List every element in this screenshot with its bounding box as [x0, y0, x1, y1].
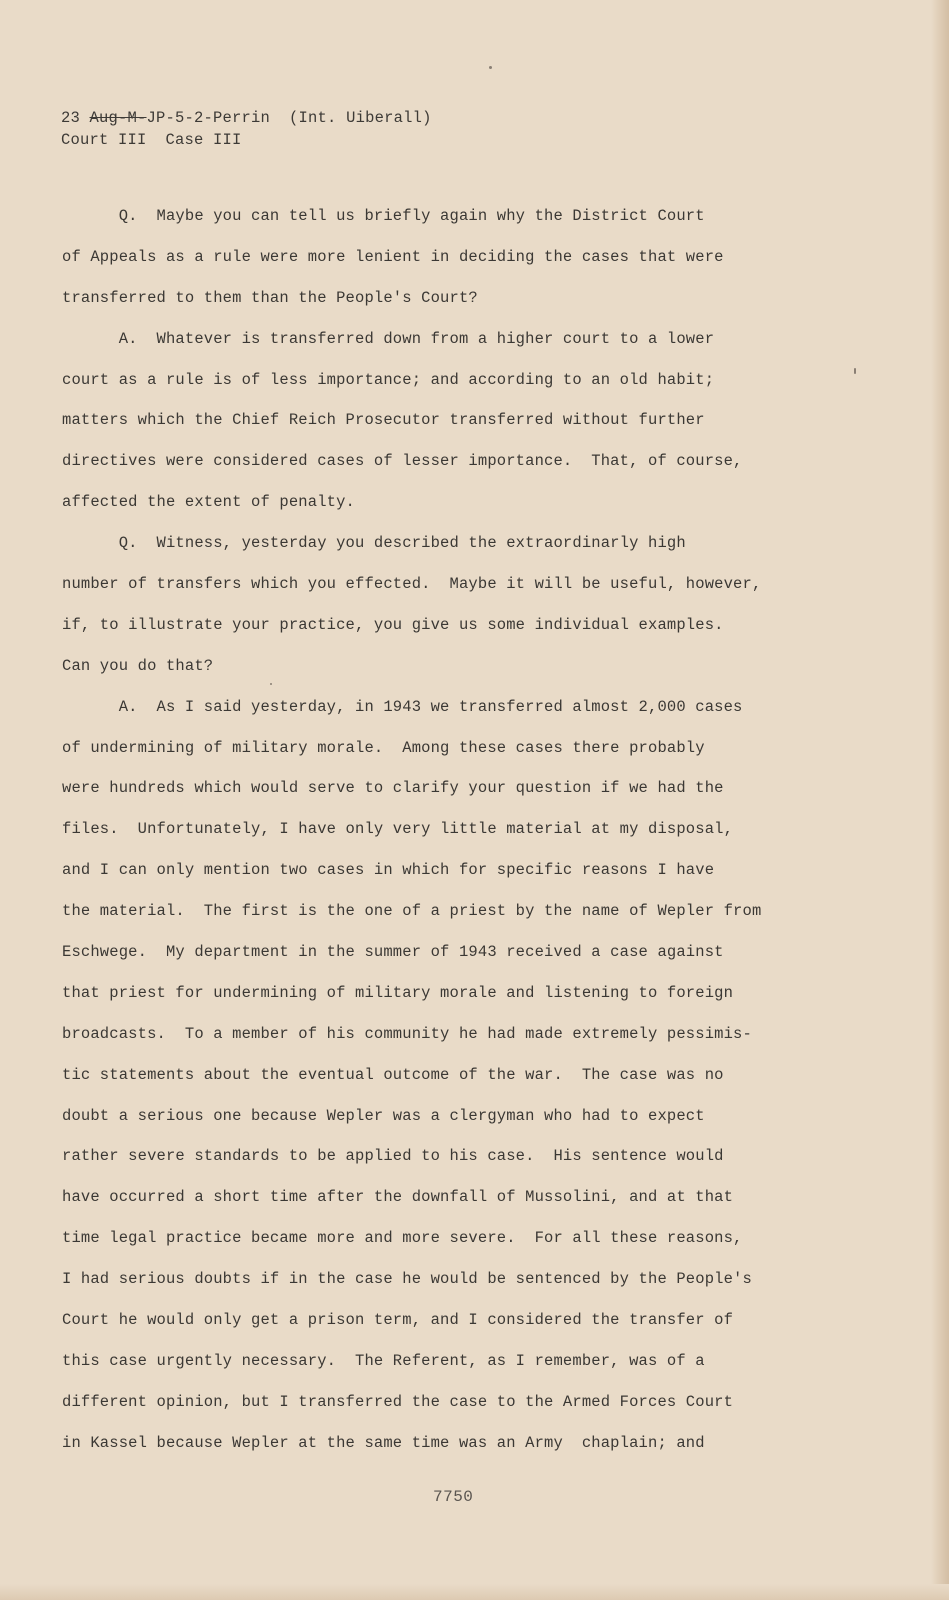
paper-mark	[854, 368, 856, 374]
page-number: 7750	[433, 1488, 474, 1506]
transcript-line: time legal practice became more and more severe. For all these reasons,	[62, 1229, 743, 1248]
document-header	[61, 107, 432, 151]
transcript-line: files. Unfortunately, I have only very little material at my disposal,	[62, 820, 734, 839]
transcript-line: have occurred a short time after the downfall of Mussolini, and at that	[62, 1188, 734, 1207]
transcript-line: of undermining of military morale. Among these cases there probably	[62, 738, 705, 757]
transcript-line: the material. The first is the one of a priest by the name of Wepler from	[62, 902, 762, 921]
transcript-line: number of transfers which you effected. Maybe it will be useful, however,	[62, 575, 762, 594]
transcript-line: Q. Witness, yesterday you described the extraordinarly high	[62, 534, 686, 553]
transcript-line: transferred to them than the People's Court?	[62, 288, 478, 307]
transcript-line: matters which the Chief Reich Prosecutor transferred without further	[62, 411, 705, 430]
transcript-body	[62, 204, 832, 1472]
transcript-line: affected the extent of penalty.	[62, 493, 355, 512]
header-date: 23	[61, 109, 90, 127]
transcript-line: broadcasts. To a member of his community he had made extremely pessimis-	[62, 1024, 752, 1043]
header-court-line: Court III Case III	[61, 131, 242, 149]
transcript-line: I had serious doubts if in the case he would be sentenced by the People's	[62, 1270, 752, 1289]
transcript-line: were hundreds which would serve to clarify your question if we had the	[62, 779, 724, 798]
transcript-line: Court he would only get a prison term, and I considered the transfer of	[62, 1311, 734, 1330]
transcript-line: court as a rule is of less importance; and according to an old habit;	[62, 370, 715, 389]
transcript-line: different opinion, but I transferred the case to the Armed Forces Court	[62, 1392, 734, 1411]
page-edge-shadow	[931, 0, 949, 1600]
header-struck-text: Aug-M-	[89, 109, 147, 127]
transcript-line: this case urgently necessary. The Referent, as I remember, was of a	[62, 1351, 705, 1370]
transcript-line: rather severe standards to be applied to his case. His sentence would	[62, 1147, 724, 1166]
transcript-line: in Kassel because Wepler at the same time was an Army chaplain; and	[62, 1433, 705, 1452]
header-reference-line	[61, 107, 432, 129]
transcript-line: tic statements about the eventual outcome of the war. The case was no	[62, 1065, 724, 1084]
transcript-line: that priest for undermining of military morale and listening to foreign	[62, 983, 734, 1002]
page-bottom-shadow	[0, 1584, 949, 1600]
transcript-line: and I can only mention two cases in which for specific reasons I have	[62, 861, 715, 880]
transcript-line: of Appeals as a rule were more lenient in deciding the cases that were	[62, 247, 724, 266]
transcript-line: directives were considered cases of lesser importance. That, of course,	[62, 452, 743, 471]
paper-speck	[489, 66, 492, 69]
transcript-line: Can you do that?	[62, 656, 214, 675]
transcript-line: doubt a serious one because Wepler was a clergyman who had to expect	[62, 1106, 705, 1125]
transcript-line: if, to illustrate your practice, you give us some individual examples.	[62, 615, 724, 634]
transcript-line: Q. Maybe you can tell us briefly again why the District Court	[62, 207, 705, 225]
header-reference: JP-5-2-Perrin (Int. Uiberall)	[146, 109, 432, 127]
transcript-line: A. Whatever is transferred down from a higher court to a lower	[62, 329, 715, 348]
transcript-line: A. As I said yesterday, in 1943 we transferred almost 2,000 cases	[62, 697, 743, 716]
transcript-line: Eschwege. My department in the summer of 1943 received a case against	[62, 943, 724, 962]
